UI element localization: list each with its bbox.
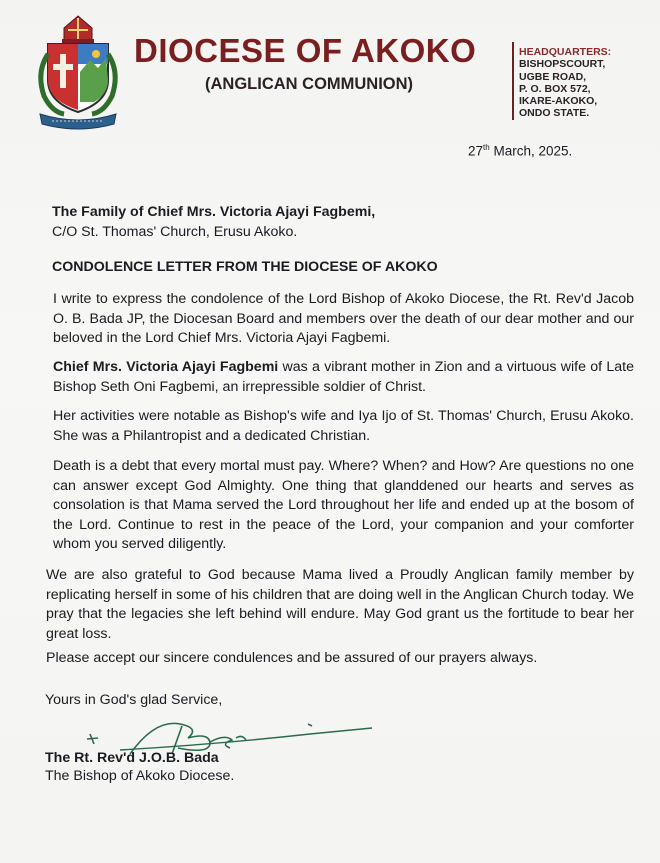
- org-name: DIOCESE OF AKOKO: [134, 32, 477, 69]
- hq-line: ONDO STATE.: [519, 107, 590, 120]
- hq-line: P. O. BOX 572,: [519, 82, 591, 95]
- letter-date: [468, 143, 572, 159]
- signatory-title: The Bishop of Akoko Diocese.: [45, 768, 235, 784]
- date-day: 27: [468, 143, 484, 159]
- hq-line: UGBE ROAD,: [519, 70, 587, 83]
- paragraph-2: [53, 358, 634, 397]
- hq-line: IKARE-AKOKO,: [519, 95, 598, 108]
- headquarters-divider: [512, 42, 514, 120]
- paragraph-3: Her activities were notable as Bishop's wife and Iya Ijo of St. Thomas' Church, Erusu Akoko. She was a Philantropist and a dedicated Christian.: [53, 408, 634, 444]
- paragraph-6: Please accept our sincere condulences and be assured of our prayers always.: [46, 650, 538, 666]
- paragraph-5: We are also grateful to God because Mama lived a Proudly Anglican family member by replicating herself in some of his children that are doing well in the Anglican Church today. We pray that the legacies she left behind will endure. May God grant us the fortitude to bear her great loss.: [46, 567, 634, 642]
- paragraph-1: I write to express the condolence of the Lord Bishop of Akoko Diocese, the Rt. Rev'd Jacob O. B. Bada JP, the Diocesan Board and members over the death of our dear mother and our beloved in the Lord Chief Mrs. Victoria Ajayi Fagbemi.: [53, 291, 634, 346]
- date-rest: March, 2025.: [489, 143, 573, 159]
- letter-subject: CONDOLENCE LETTER FROM THE DIOCESE OF AKOKO: [52, 259, 438, 275]
- diocesan-crest-icon: [34, 14, 122, 130]
- paragraph-2-text: was a vibrant mother in Zion and a virtuous wife of Late Bishop Seth Oni Fagbemi, an irrepressible soldier of Christ.: [53, 359, 634, 395]
- signatory-name: The Rt. Rev'd J.O.B. Bada: [45, 750, 219, 766]
- headquarters-address: [519, 46, 611, 120]
- communion-subtitle: (ANGLICAN COMMUNION): [205, 75, 414, 93]
- date-suffix: th: [483, 143, 490, 152]
- recipient-line-2: C/O St. Thomas' Church, Erusu Akoko.: [52, 224, 298, 240]
- paragraph-2-name: Chief Mrs. Victoria Ajayi Fagbemi: [53, 359, 279, 375]
- paragraph-4: Death is a debt that every mortal must pay. Where? When? and How? Are questions no one can answer except God Almighty. One thing that glanddened our hearts and serves as consolation is that Mama served the Lord throughout her life and ended up at the bosom of the Lord. Continue to rest in the peace of the Lord, your companion and your comforter whom you served diligently.: [53, 458, 634, 552]
- headquarters-label: HEADQUARTERS:: [519, 46, 612, 58]
- closing-line: Yours in God's glad Service,: [45, 692, 223, 708]
- hq-line: BISHOPSCOURT,: [519, 58, 606, 71]
- recipient-line-1: The Family of Chief Mrs. Victoria Ajayi Fagbemi,: [52, 204, 376, 220]
